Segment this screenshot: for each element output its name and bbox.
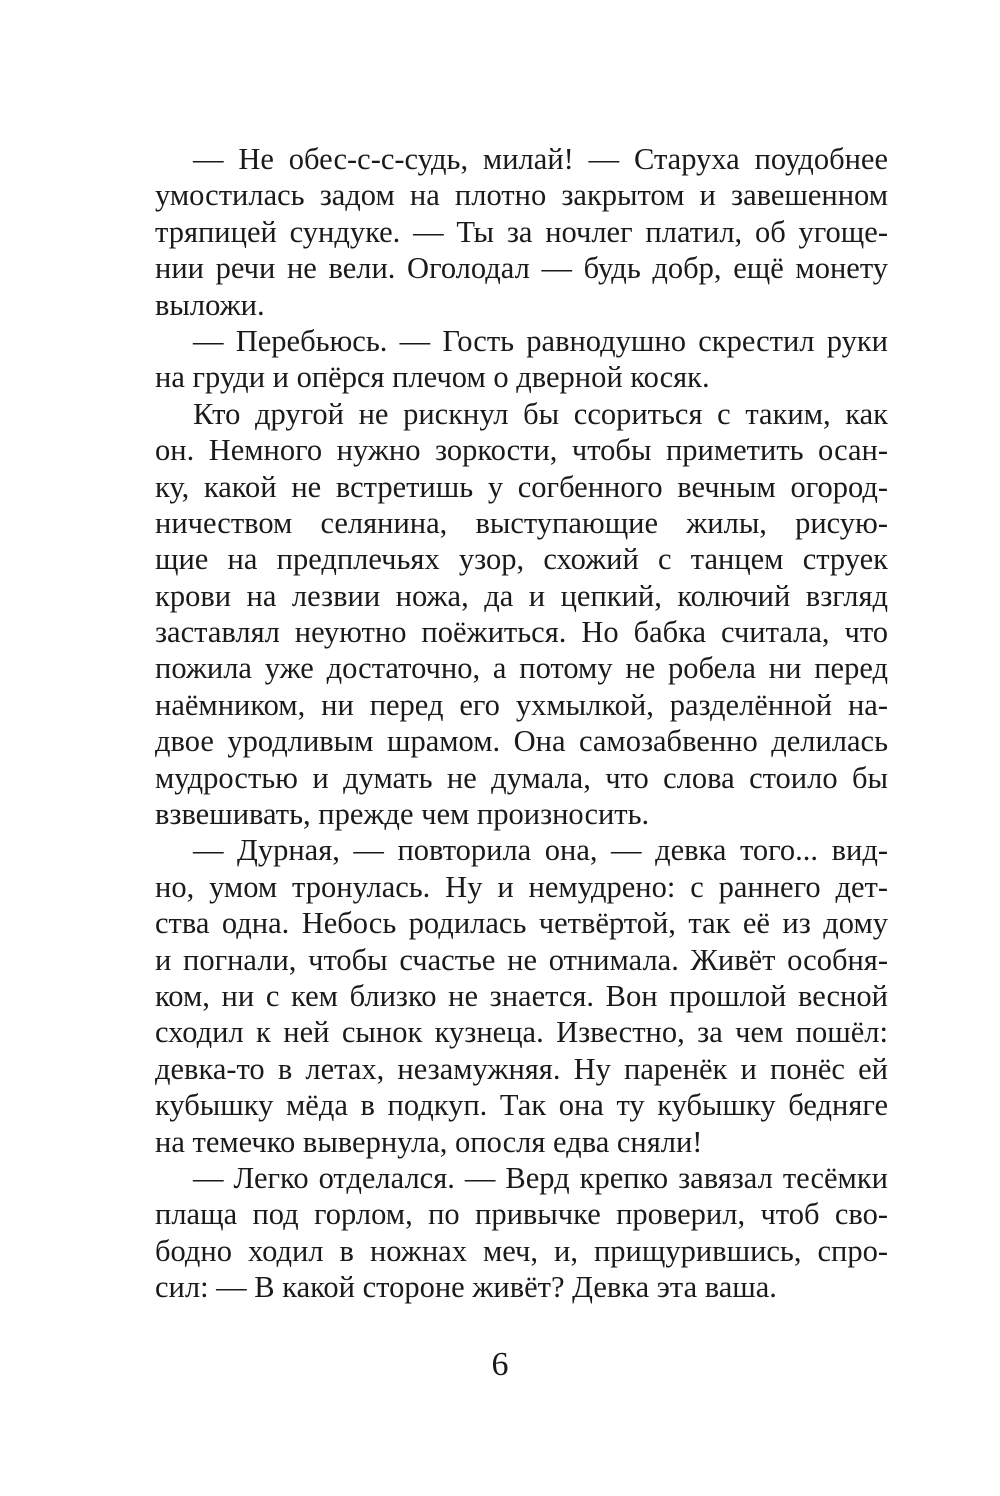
page-number: 6 [491, 1346, 509, 1383]
text-line: сил: — В какой стороне живёт? Девка эта ваша. [155, 1270, 777, 1305]
text-line: крови на лезвии ножа, да и цепкий, колючий взгляд [155, 578, 888, 613]
text-line: нии речи не вели. Оголодал — будь добр, ещё монету [155, 251, 888, 286]
paragraph-5 [155, 1160, 888, 1306]
body-text [155, 141, 888, 1306]
text-line: — Не обес-с-с-судь, милай! — Старуха поудобнее [193, 142, 888, 176]
text-line: щие на предплечьях узор, схожий с танцем струек [155, 542, 888, 577]
paragraph-3 [155, 396, 888, 833]
text-line: ком, ни с кем близко не знается. Вон прошлой весной [155, 978, 888, 1013]
text-line: девка-то в летах, незамужняя. Ну паренёк и понёс ей [155, 1051, 888, 1086]
text-line: на груди и опёрся плечом о дверной косяк. [155, 360, 710, 395]
paragraph-4 [155, 832, 888, 1160]
text-line: бодно ходил в ножнах меч, и, прищурившись, спро- [155, 1233, 888, 1268]
text-line: и погнали, чтобы счастье не отнимала. Живёт особня- [155, 942, 888, 977]
text-line: — Легко отделался. — Верд крепко завязал тесёмки [193, 1160, 888, 1195]
text-line: на темечко вывернула, опосля едва сняли! [155, 1124, 703, 1159]
text-line: ства одна. Небось родилась четвёртой, так её из дому [155, 906, 888, 941]
text-line: наёмником, ни перед его ухмылкой, разделённой на- [155, 687, 888, 722]
text-line: но, умом тронулась. Ну и немудрено: с раннего дет- [155, 869, 888, 904]
text-line: умостилась задом на плотно закрытом и завешенном [155, 178, 888, 213]
text-line: ку, какой не встретишь у согбенного вечным огород- [155, 469, 888, 504]
text-line: заставлял неуютно поёжиться. Но бабка считала, что [155, 615, 888, 650]
text-line: кубышку мёда в подкуп. Так она ту кубышку бедняге [155, 1088, 888, 1123]
text-line: плаща под горлом, по привычке проверил, чтоб сво- [155, 1197, 888, 1232]
paragraph-2 [155, 323, 888, 396]
text-line: Кто другой не рискнул бы ссориться с таким, как [193, 396, 888, 431]
text-line: он. Немного нужно зоркости, чтобы приметить осан- [155, 433, 888, 468]
text-line: ничеством селянина, выступающие жилы, рисую- [155, 505, 888, 540]
text-line: пожила уже достаточно, а потому не робела ни перед [155, 651, 888, 686]
text-line: тряпицей сундуке. — Ты за ночлег платил, об угоще- [155, 214, 888, 249]
text-line: — Перебьюсь. — Гость равнодушно скрестил руки [193, 323, 888, 358]
paragraph-1 [155, 141, 888, 323]
text-line: выложи. [155, 287, 265, 322]
text-line: — Дурная, — повторила она, — девка того... вид- [193, 833, 888, 868]
text-line: двое уродливым шрамом. Она самозабвенно делилась [155, 724, 888, 759]
text-line: сходил к ней сынок кузнеца. Известно, за чем пошёл: [155, 1015, 888, 1050]
text-line: мудростью и думать не думала, что слова стоило бы [155, 760, 888, 795]
text-line: взвешивать, прежде чем произносить. [155, 797, 650, 832]
